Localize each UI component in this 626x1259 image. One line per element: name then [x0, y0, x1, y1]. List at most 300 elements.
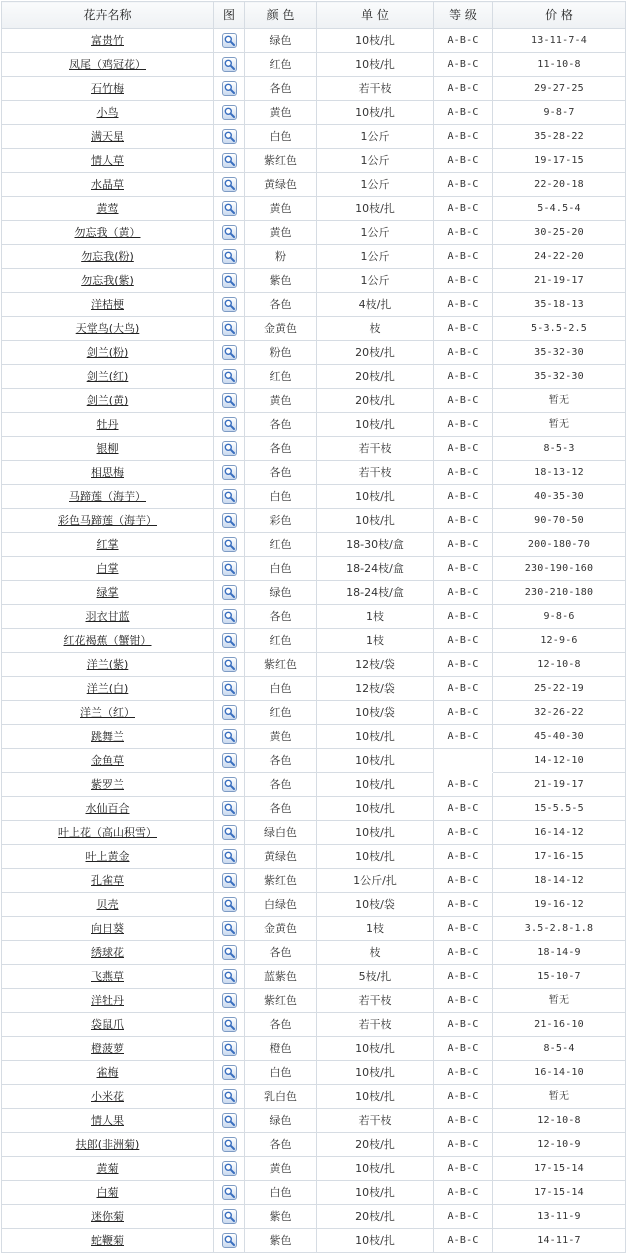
- magnifier-icon[interactable]: [222, 801, 237, 816]
- table-row: [2, 1229, 626, 1253]
- flower-name-link[interactable]: 金鱼草: [91, 754, 124, 767]
- color-cell: 黄色: [245, 197, 317, 221]
- price-cell: 22-20-18: [493, 173, 626, 197]
- price-cell: 12-10-8: [493, 653, 626, 677]
- name-cell: [2, 677, 214, 701]
- magnifier-icon[interactable]: [222, 33, 237, 48]
- price-cell: 29-27-25: [493, 77, 626, 101]
- magnifier-icon[interactable]: [222, 465, 237, 480]
- unit-cell: 10枝/扎: [317, 1181, 434, 1205]
- table-row: [2, 605, 626, 629]
- flower-name-link[interactable]: 白菊: [96, 1186, 119, 1199]
- grade-cell: A-B-C: [434, 701, 493, 725]
- magnifier-icon[interactable]: [222, 369, 237, 384]
- price-cell: 13-11-7-4: [493, 29, 626, 53]
- magnifier-icon[interactable]: [222, 1017, 237, 1032]
- magnifier-icon[interactable]: [222, 297, 237, 312]
- name-cell: [2, 221, 214, 245]
- magnifier-icon[interactable]: [222, 129, 237, 144]
- magnifier-icon[interactable]: [222, 729, 237, 744]
- magnifier-icon[interactable]: [222, 825, 237, 840]
- flower-name-link[interactable]: 贝壳: [96, 898, 119, 911]
- name-cell: [2, 77, 214, 101]
- image-cell: [214, 845, 245, 869]
- color-cell: 白色: [245, 125, 317, 149]
- unit-cell: 10枝/扎: [317, 1061, 434, 1085]
- magnifier-icon[interactable]: [222, 1209, 237, 1224]
- grade-cell: A-B-C: [434, 437, 493, 461]
- flower-name-link[interactable]: 水仙百合: [85, 802, 130, 815]
- color-cell: 红色: [245, 533, 317, 557]
- magnifier-icon[interactable]: [222, 1161, 237, 1176]
- price-cell: 230-210-180: [493, 581, 626, 605]
- table-row: [2, 629, 626, 653]
- color-cell: 绿色: [245, 29, 317, 53]
- flower-name-link[interactable]: 红花褐蕉（蟹钳）: [63, 634, 152, 647]
- color-cell: 蓝紫色: [245, 965, 317, 989]
- image-cell: [214, 509, 245, 533]
- table-row: [2, 989, 626, 1013]
- grade-cell: A-B-C: [434, 941, 493, 965]
- table-row: [2, 1205, 626, 1229]
- image-cell: [214, 77, 245, 101]
- name-cell: [2, 293, 214, 317]
- image-cell: [214, 917, 245, 941]
- price-cell: 16-14-12: [493, 821, 626, 845]
- color-cell: 各色: [245, 797, 317, 821]
- color-cell: 橙色: [245, 1037, 317, 1061]
- flower-name-link[interactable]: 洋兰（红）: [80, 706, 135, 719]
- flower-name-link[interactable]: 洋桔梗: [91, 298, 124, 311]
- flower-name-link[interactable]: 迷你菊: [91, 1210, 124, 1223]
- price-cell: 90-70-50: [493, 509, 626, 533]
- color-cell: 金黄色: [245, 317, 317, 341]
- table-row: [2, 917, 626, 941]
- magnifier-icon[interactable]: [222, 81, 237, 96]
- grade-cell: A-B-C: [434, 197, 493, 221]
- color-cell: 紫色: [245, 1205, 317, 1229]
- image-cell: [214, 725, 245, 749]
- unit-cell: 20枝/扎: [317, 365, 434, 389]
- magnifier-icon[interactable]: [222, 609, 237, 624]
- grade-cell: A-B-C: [434, 605, 493, 629]
- flower-name-link[interactable]: 彩色马蹄莲（海芋）: [58, 514, 157, 527]
- magnifier-icon[interactable]: [222, 657, 237, 672]
- magnifier-icon[interactable]: [222, 777, 237, 792]
- grade-cell: A-B-C: [434, 1109, 493, 1133]
- magnifier-icon[interactable]: [222, 561, 237, 576]
- name-cell: [2, 1061, 214, 1085]
- table-row: [2, 869, 626, 893]
- magnifier-icon[interactable]: [222, 1041, 237, 1056]
- grade-cell: A-B-C: [434, 845, 493, 869]
- unit-cell: 20枝/扎: [317, 389, 434, 413]
- name-cell: [2, 197, 214, 221]
- magnifier-icon[interactable]: [222, 1185, 237, 1200]
- flower-name-link[interactable]: 绿掌: [96, 586, 119, 599]
- unit-cell: 枝: [317, 941, 434, 965]
- grade-cell: A-B-C: [434, 653, 493, 677]
- flower-name-link[interactable]: 洋兰(紫): [86, 658, 129, 671]
- color-cell: 各色: [245, 461, 317, 485]
- name-cell: [2, 509, 214, 533]
- magnifier-icon[interactable]: [222, 417, 237, 432]
- price-cell: 17-16-15: [493, 845, 626, 869]
- color-cell: 绿色: [245, 581, 317, 605]
- color-cell: 黄绿色: [245, 173, 317, 197]
- color-cell: 白色: [245, 677, 317, 701]
- price-cell: 8-5-4: [493, 1037, 626, 1061]
- table-body: [2, 29, 626, 1253]
- grade-cell: A-B-C: [434, 149, 493, 173]
- price-cell: 3.5-2.8-1.8: [493, 917, 626, 941]
- table-row: [2, 1133, 626, 1157]
- flower-name-link[interactable]: 跳舞兰: [91, 730, 124, 743]
- table-row: [2, 845, 626, 869]
- flower-name-link[interactable]: 剑兰(黄): [86, 394, 129, 407]
- color-cell: 粉: [245, 245, 317, 269]
- flower-name-link[interactable]: 洋牡丹: [91, 994, 124, 1007]
- magnifier-icon[interactable]: [222, 873, 237, 888]
- table-row: [2, 677, 626, 701]
- color-cell: 紫色: [245, 269, 317, 293]
- image-cell: [214, 197, 245, 221]
- image-cell: [214, 941, 245, 965]
- price-cell: 35-32-30: [493, 365, 626, 389]
- grade-cell: A-B-C: [434, 1013, 493, 1037]
- magnifier-icon[interactable]: [222, 225, 237, 240]
- unit-cell: 10枝/扎: [317, 1229, 434, 1253]
- flower-name-link[interactable]: 富贵竹: [91, 34, 124, 47]
- image-cell: [214, 557, 245, 581]
- table-row: [2, 509, 626, 533]
- magnifier-icon[interactable]: [222, 441, 237, 456]
- flower-name-link[interactable]: 牡丹: [96, 418, 119, 431]
- name-cell: [2, 1013, 214, 1037]
- grade-cell: A-B-C: [434, 485, 493, 509]
- name-cell: [2, 533, 214, 557]
- flower-name-link[interactable]: 凤尾（鸡冠花）: [69, 58, 146, 71]
- magnifier-icon[interactable]: [222, 993, 237, 1008]
- flower-name-link[interactable]: 叶上花（高山积雪）: [58, 826, 157, 839]
- flower-name-link[interactable]: 银柳: [96, 442, 119, 455]
- flower-name-link[interactable]: 剑兰(红): [86, 370, 129, 383]
- color-cell: 各色: [245, 773, 317, 797]
- flower-name-link[interactable]: 水晶草: [91, 178, 124, 191]
- price-cell: 14-11-7: [493, 1229, 626, 1253]
- table-row: [2, 101, 626, 125]
- magnifier-icon[interactable]: [222, 849, 237, 864]
- magnifier-icon[interactable]: [222, 393, 237, 408]
- table-row: [2, 557, 626, 581]
- price-cell: 230-190-160: [493, 557, 626, 581]
- unit-cell: 若干枝: [317, 77, 434, 101]
- grade-cell: A-B-C: [434, 125, 493, 149]
- table-row: [2, 53, 626, 77]
- color-cell: 各色: [245, 293, 317, 317]
- flower-name-link[interactable]: 小米花: [91, 1090, 124, 1103]
- magnifier-icon[interactable]: [222, 681, 237, 696]
- unit-cell: 10枝/扎: [317, 101, 434, 125]
- flower-name-link[interactable]: 向日葵: [91, 922, 124, 935]
- table-row: [2, 581, 626, 605]
- color-cell: 黄绿色: [245, 845, 317, 869]
- image-cell: [214, 1085, 245, 1109]
- name-cell: [2, 965, 214, 989]
- image-cell: [214, 869, 245, 893]
- grade-cell: A-B-C: [434, 797, 493, 821]
- flower-name-link[interactable]: 洋兰(白): [86, 682, 129, 695]
- header-unit: 单 位: [317, 2, 434, 29]
- flower-name-link[interactable]: 蛇鞭菊: [91, 1234, 124, 1247]
- image-cell: [214, 29, 245, 53]
- flower-name-link[interactable]: 石竹梅: [91, 82, 124, 95]
- price-cell: 21-19-17: [493, 269, 626, 293]
- grade-cell: A-B-C: [434, 101, 493, 125]
- magnifier-icon[interactable]: [222, 489, 237, 504]
- image-cell: [214, 389, 245, 413]
- grade-cell: A-B-C: [434, 1205, 493, 1229]
- image-cell: [214, 965, 245, 989]
- image-cell: [214, 533, 245, 557]
- flower-name-link[interactable]: 叶上黄金: [85, 850, 130, 863]
- color-cell: 红色: [245, 365, 317, 389]
- image-cell: [214, 293, 245, 317]
- flower-name-link[interactable]: 绣球花: [91, 946, 124, 959]
- image-cell: [214, 773, 245, 797]
- color-cell: 黄色: [245, 101, 317, 125]
- unit-cell: 18-30枝/盒: [317, 533, 434, 557]
- price-cell: 9-8-6: [493, 605, 626, 629]
- flower-name-link[interactable]: 紫罗兰: [91, 778, 124, 791]
- magnifier-icon[interactable]: [222, 537, 237, 552]
- flower-name-link[interactable]: 情人草: [91, 154, 124, 167]
- name-cell: [2, 725, 214, 749]
- table-row: [2, 701, 626, 725]
- table-row: [2, 965, 626, 989]
- magnifier-icon[interactable]: [222, 57, 237, 72]
- table-row: [2, 653, 626, 677]
- magnifier-icon[interactable]: [222, 321, 237, 336]
- grade-cell: A-B-C: [434, 581, 493, 605]
- magnifier-icon[interactable]: [222, 945, 237, 960]
- unit-cell: 10枝/扎: [317, 485, 434, 509]
- flower-name-link[interactable]: 勿忘我（黄）: [74, 226, 141, 239]
- flower-name-link[interactable]: 小鸟: [96, 106, 119, 119]
- price-cell: 40-35-30: [493, 485, 626, 509]
- magnifier-icon[interactable]: [222, 201, 237, 216]
- unit-cell: 10枝/袋: [317, 893, 434, 917]
- magnifier-icon[interactable]: [222, 753, 237, 768]
- unit-cell: 10枝/扎: [317, 53, 434, 77]
- image-cell: [214, 245, 245, 269]
- flower-name-link[interactable]: 满天星: [91, 130, 124, 143]
- table-row: [2, 365, 626, 389]
- flower-name-link[interactable]: 飞燕草: [91, 970, 124, 983]
- name-cell: [2, 797, 214, 821]
- price-cell: 16-14-10: [493, 1061, 626, 1085]
- table-row: [2, 389, 626, 413]
- flower-name-link[interactable]: 情人果: [91, 1114, 124, 1127]
- image-cell: [214, 1037, 245, 1061]
- flower-name-link[interactable]: 勿忘我(紫): [81, 274, 134, 287]
- grade-cell: A-B-C: [434, 893, 493, 917]
- grade-cell: A-B-C: [434, 821, 493, 845]
- price-cell: 15-5.5-5: [493, 797, 626, 821]
- flower-name-link[interactable]: 白掌: [96, 562, 119, 575]
- price-cell: 18-13-12: [493, 461, 626, 485]
- image-cell: [214, 1205, 245, 1229]
- image-cell: [214, 341, 245, 365]
- color-cell: 红色: [245, 629, 317, 653]
- image-cell: [214, 893, 245, 917]
- name-cell: [2, 269, 214, 293]
- unit-cell: 10枝/袋: [317, 701, 434, 725]
- magnifier-icon[interactable]: [222, 897, 237, 912]
- unit-cell: 枝: [317, 317, 434, 341]
- flower-name-link[interactable]: 相思梅: [91, 466, 124, 479]
- magnifier-icon[interactable]: [222, 1089, 237, 1104]
- price-cell: 35-32-30: [493, 341, 626, 365]
- color-cell: 白色: [245, 485, 317, 509]
- image-cell: [214, 221, 245, 245]
- unit-cell: 1枝: [317, 605, 434, 629]
- table-row: [2, 773, 626, 797]
- magnifier-icon[interactable]: [222, 633, 237, 648]
- unit-cell: 1公斤: [317, 149, 434, 173]
- flower-name-link[interactable]: 孔雀草: [91, 874, 124, 887]
- grade-cell: A-B-C: [434, 1157, 493, 1181]
- magnifier-icon[interactable]: [222, 273, 237, 288]
- image-cell: [214, 365, 245, 389]
- grade-cell: A-B-C: [434, 53, 493, 77]
- image-cell: [214, 605, 245, 629]
- price-cell: 8-5-3: [493, 437, 626, 461]
- color-cell: 紫红色: [245, 989, 317, 1013]
- name-cell: [2, 1205, 214, 1229]
- table-row: [2, 437, 626, 461]
- color-cell: 彩色: [245, 509, 317, 533]
- grade-cell: A-B-C: [434, 557, 493, 581]
- unit-cell: 10枝/扎: [317, 797, 434, 821]
- name-cell: [2, 29, 214, 53]
- unit-cell: 10枝/扎: [317, 29, 434, 53]
- grade-cell: A-B-C: [434, 509, 493, 533]
- flower-name-link[interactable]: 天堂鸟(大鸟): [75, 322, 140, 335]
- name-cell: [2, 629, 214, 653]
- magnifier-icon[interactable]: [222, 705, 237, 720]
- flower-name-link[interactable]: 雀梅: [96, 1066, 119, 1079]
- unit-cell: 10枝/扎: [317, 773, 434, 797]
- name-cell: [2, 365, 214, 389]
- magnifier-icon[interactable]: [222, 921, 237, 936]
- unit-cell: 1公斤/扎: [317, 869, 434, 893]
- flower-name-link[interactable]: 袋鼠爪: [91, 1018, 124, 1031]
- table-row: [2, 797, 626, 821]
- grade-cell: [434, 749, 493, 773]
- color-cell: 紫红色: [245, 149, 317, 173]
- table-row: [2, 341, 626, 365]
- name-cell: [2, 941, 214, 965]
- image-cell: [214, 797, 245, 821]
- color-cell: 各色: [245, 1133, 317, 1157]
- unit-cell: 20枝/扎: [317, 1133, 434, 1157]
- flower-name-link[interactable]: 羽衣甘蓝: [85, 610, 130, 623]
- name-cell: [2, 125, 214, 149]
- table-row: [2, 1157, 626, 1181]
- unit-cell: 1公斤: [317, 269, 434, 293]
- magnifier-icon[interactable]: [222, 177, 237, 192]
- flower-name-link[interactable]: 红掌: [96, 538, 119, 551]
- image-cell: [214, 1157, 245, 1181]
- color-cell: 各色: [245, 437, 317, 461]
- magnifier-icon[interactable]: [222, 345, 237, 360]
- flower-name-link[interactable]: 剑兰(粉): [86, 346, 129, 359]
- name-cell: [2, 989, 214, 1013]
- magnifier-icon[interactable]: [222, 1065, 237, 1080]
- name-cell: [2, 821, 214, 845]
- name-cell: [2, 893, 214, 917]
- grade-cell: A-B-C: [434, 1037, 493, 1061]
- flower-name-link[interactable]: 马蹄莲（海芋）: [69, 490, 146, 503]
- flower-name-link[interactable]: 黄莺: [96, 202, 119, 215]
- price-cell: 13-11-9: [493, 1205, 626, 1229]
- grade-cell: A-B-C: [434, 173, 493, 197]
- magnifier-icon[interactable]: [222, 1113, 237, 1128]
- magnifier-icon[interactable]: [222, 513, 237, 528]
- grade-cell: A-B-C: [434, 869, 493, 893]
- flower-name-link[interactable]: 橙菠萝: [91, 1042, 124, 1055]
- name-cell: [2, 1229, 214, 1253]
- flower-name-link[interactable]: 勿忘我(粉): [81, 250, 134, 263]
- magnifier-icon[interactable]: [222, 1137, 237, 1152]
- magnifier-icon[interactable]: [222, 249, 237, 264]
- name-cell: [2, 773, 214, 797]
- color-cell: 各色: [245, 941, 317, 965]
- unit-cell: 10枝/扎: [317, 509, 434, 533]
- table-row: [2, 893, 626, 917]
- image-cell: [214, 653, 245, 677]
- header-name: 花卉名称: [2, 2, 214, 29]
- table-row: [2, 1109, 626, 1133]
- magnifier-icon[interactable]: [222, 585, 237, 600]
- magnifier-icon[interactable]: [222, 969, 237, 984]
- magnifier-icon[interactable]: [222, 1233, 237, 1248]
- flower-name-link[interactable]: 黄菊: [96, 1162, 119, 1175]
- unit-cell: 若干枝: [317, 1109, 434, 1133]
- grade-cell: A-B-C: [434, 413, 493, 437]
- price-cell: 18-14-9: [493, 941, 626, 965]
- unit-cell: 1公斤: [317, 125, 434, 149]
- unit-cell: 1公斤: [317, 173, 434, 197]
- table-row: [2, 1061, 626, 1085]
- grade-cell: A-B-C: [434, 341, 493, 365]
- flower-name-link[interactable]: 扶郎(非洲菊): [75, 1138, 140, 1151]
- unit-cell: 10枝/扎: [317, 413, 434, 437]
- color-cell: 黄色: [245, 389, 317, 413]
- name-cell: [2, 461, 214, 485]
- table-row: [2, 749, 626, 773]
- unit-cell: 18-24枝/盒: [317, 581, 434, 605]
- table-row: [2, 245, 626, 269]
- magnifier-icon[interactable]: [222, 153, 237, 168]
- price-cell: 24-22-20: [493, 245, 626, 269]
- image-cell: [214, 269, 245, 293]
- table-row: [2, 317, 626, 341]
- color-cell: 绿色: [245, 1109, 317, 1133]
- grade-cell: A-B-C: [434, 965, 493, 989]
- magnifier-icon[interactable]: [222, 105, 237, 120]
